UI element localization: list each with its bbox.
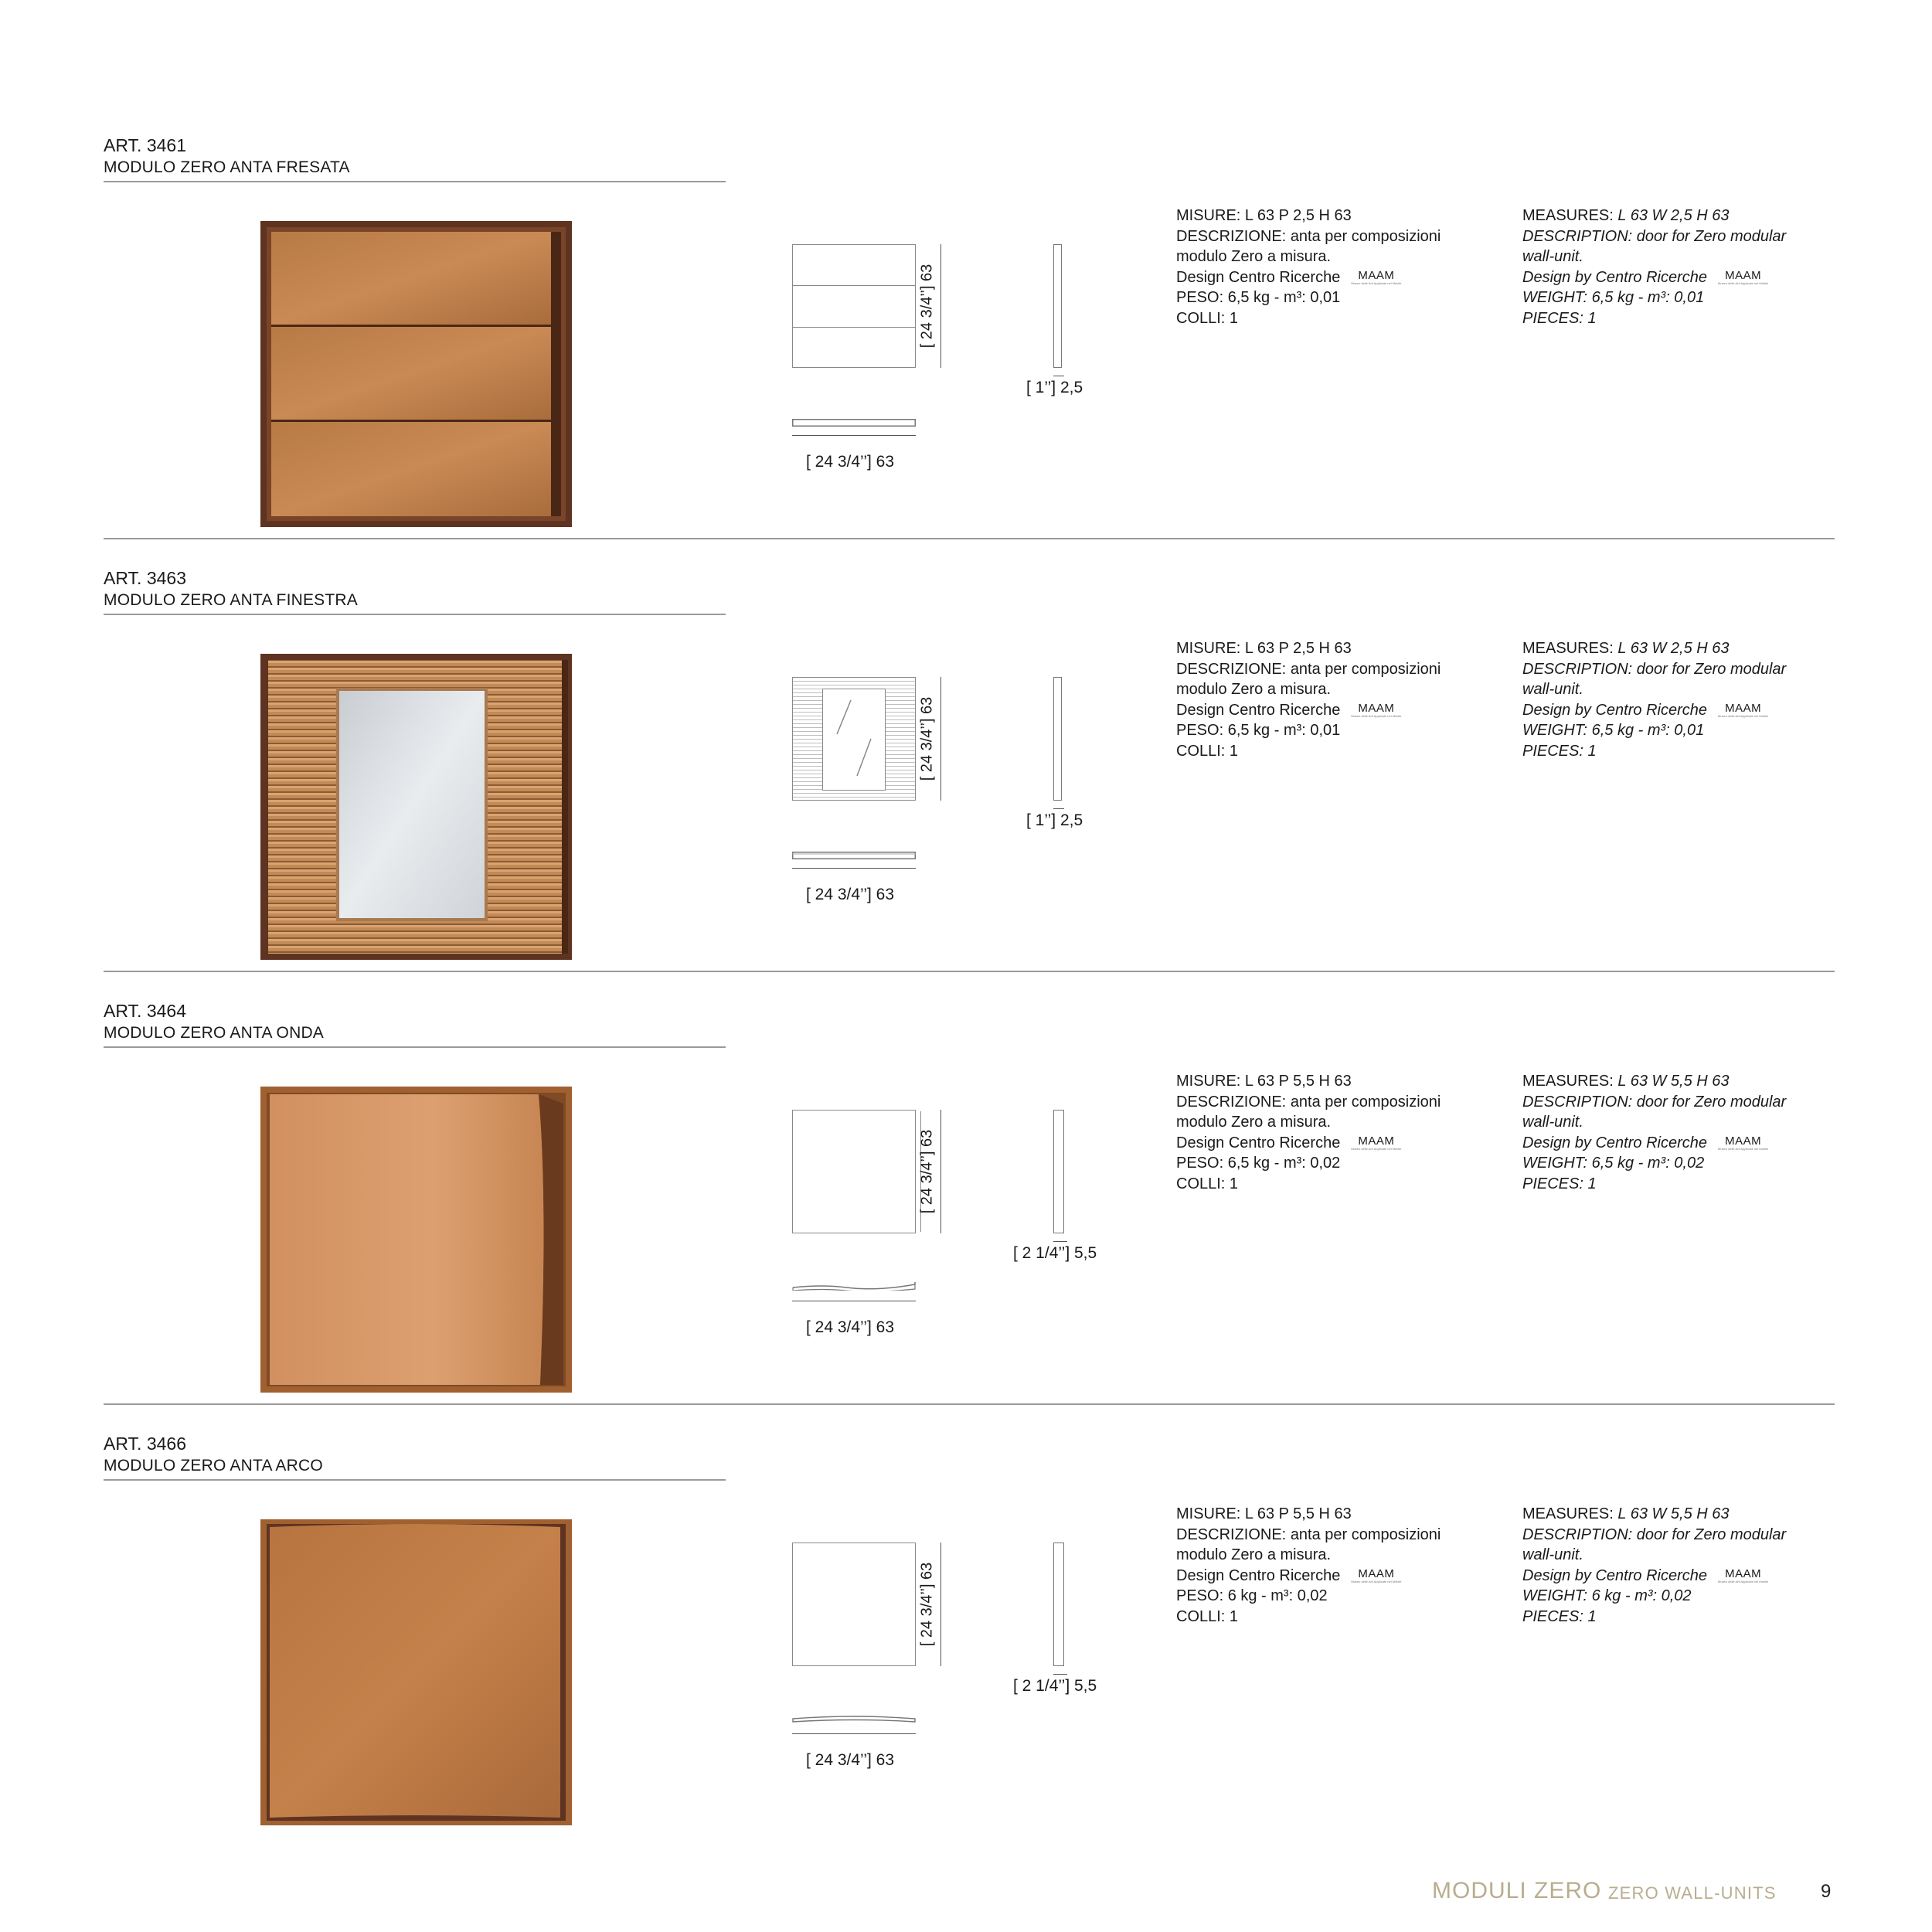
article-name: MODULO ZERO ANTA FRESATA xyxy=(104,158,350,176)
width-dimension: [ 24 3/4’’] 63 xyxy=(806,1318,895,1336)
front-view-drawing xyxy=(792,1110,916,1233)
description-line1: DESCRIPTION: door for Zero modular xyxy=(1522,227,1787,245)
pieces: PIECES: 1 xyxy=(1522,309,1597,327)
depth-dimension-line xyxy=(1053,1241,1067,1242)
descr-label: DESCRIZIONE: xyxy=(1176,1526,1287,1543)
design-credit: Design by Centro Ricerche xyxy=(1522,1566,1707,1584)
width-dimension: [ 24 3/4’’] 63 xyxy=(806,453,895,471)
pieces: PIECES: 1 xyxy=(1522,742,1597,760)
front-view-drawing xyxy=(792,677,916,801)
footer-title: MODULI ZERO xyxy=(1432,1878,1602,1903)
misure-value: L 63 P 2,5 H 63 xyxy=(1244,207,1352,224)
description-line2: wall-unit. xyxy=(1522,681,1583,698)
colli: COLLI: 1 xyxy=(1176,1175,1239,1192)
width-dimension: [ 24 3/4’’] 63 xyxy=(806,1751,895,1769)
descr-line1: anta per composizioni xyxy=(1290,1526,1441,1543)
descr-line2: modulo Zero a misura. xyxy=(1176,1114,1332,1131)
article-name: MODULO ZERO ANTA ONDA xyxy=(104,1024,325,1042)
title-rule xyxy=(104,1479,726,1481)
plan-view-drawing xyxy=(792,852,916,859)
maam-logo: MAAM Museo delle Arti Applicate nel Mobile xyxy=(1718,1134,1769,1151)
misure-value: L 63 P 5,5 H 63 xyxy=(1244,1073,1352,1090)
descr-line2: modulo Zero a misura. xyxy=(1176,248,1332,265)
peso: PESO: 6,5 kg - m³: 0,01 xyxy=(1176,722,1341,739)
design-credit: Design Centro Ricerche xyxy=(1176,701,1341,719)
measures-value: L 63 W 2,5 H 63 xyxy=(1617,207,1730,224)
design-credit: Design Centro Ricerche xyxy=(1176,1134,1341,1151)
description-line2: wall-unit. xyxy=(1522,1114,1583,1131)
misure-value: L 63 P 5,5 H 63 xyxy=(1244,1505,1352,1522)
maam-logo: MAAM Museo delle Arti Applicate nel Mobile xyxy=(1351,1566,1402,1583)
height-dimension-line xyxy=(940,1543,941,1666)
depth-dimension: [ 2 1/4’’] 5,5 xyxy=(1013,1677,1097,1695)
article-name: MODULO ZERO ANTA ARCO xyxy=(104,1457,323,1475)
design-credit: Design by Centro Ricerche xyxy=(1522,1134,1707,1151)
section-divider xyxy=(104,971,1835,972)
info-italian xyxy=(1176,1071,1501,1194)
depth-dimension: [ 1’’] 2,5 xyxy=(1026,811,1083,829)
descr-line2: modulo Zero a misura. xyxy=(1176,681,1332,698)
depth-dimension: [ 1’’] 2,5 xyxy=(1026,379,1083,396)
measures-value: L 63 W 5,5 H 63 xyxy=(1617,1505,1730,1522)
article-number: ART. 3464 xyxy=(104,1001,186,1021)
info-english xyxy=(1522,1504,1847,1627)
plan-view-drawing xyxy=(792,1713,916,1723)
descr-label: DESCRIZIONE: xyxy=(1176,227,1287,245)
measures-label: MEASURES: xyxy=(1522,1505,1614,1522)
colli: COLLI: 1 xyxy=(1176,1607,1239,1625)
front-view-drawing xyxy=(792,1543,916,1666)
design-credit: Design Centro Ricerche xyxy=(1176,1566,1341,1584)
pieces: PIECES: 1 xyxy=(1522,1607,1597,1625)
measures-label: MEASURES: xyxy=(1522,207,1614,224)
misure-value: L 63 P 2,5 H 63 xyxy=(1244,640,1352,657)
side-view-drawing xyxy=(1053,1110,1064,1233)
maam-logo: MAAM Museo delle Arti Applicate nel Mobile xyxy=(1718,1566,1769,1583)
info-italian xyxy=(1176,1504,1501,1627)
description-line1: DESCRIPTION: door for Zero modular xyxy=(1522,1526,1787,1543)
article-name: MODULO ZERO ANTA FINESTRA xyxy=(104,591,358,609)
weight: WEIGHT: 6,5 kg - m³: 0,01 xyxy=(1522,722,1705,739)
misure-label: MISURE: xyxy=(1176,640,1241,657)
measures-label: MEASURES: xyxy=(1522,640,1614,657)
product-section-3463 xyxy=(0,553,1932,986)
info-english xyxy=(1522,206,1847,328)
width-dimension: [ 24 3/4’’] 63 xyxy=(806,886,895,903)
product-section-3461 xyxy=(0,121,1932,553)
description-line1: DESCRIPTION: door for Zero modular xyxy=(1522,660,1787,678)
title-rule xyxy=(104,181,726,182)
article-number: ART. 3463 xyxy=(104,568,186,588)
height-dimension-line xyxy=(940,244,941,368)
product-photo-arco xyxy=(260,1519,572,1825)
page-number: 9 xyxy=(1821,1881,1832,1902)
footer-subtitle: ZERO WALL-UNITS xyxy=(1608,1883,1777,1903)
side-view-drawing xyxy=(1053,677,1062,801)
weight: WEIGHT: 6 kg - m³: 0,02 xyxy=(1522,1587,1692,1604)
article-number: ART. 3466 xyxy=(104,1434,186,1454)
descr-line1: anta per composizioni xyxy=(1290,660,1441,678)
peso: PESO: 6,5 kg - m³: 0,02 xyxy=(1176,1155,1341,1172)
colli: COLLI: 1 xyxy=(1176,742,1239,760)
product-section-3466 xyxy=(0,1419,1932,1852)
height-dimension: [ 24 3/4’’] 63 xyxy=(918,264,936,349)
width-dimension-line xyxy=(792,435,916,436)
weight: WEIGHT: 6,5 kg - m³: 0,02 xyxy=(1522,1155,1705,1172)
maam-logo: MAAM Museo delle Arti Applicate nel Mobile xyxy=(1351,268,1402,285)
side-view-drawing xyxy=(1053,1543,1064,1666)
width-dimension-line xyxy=(792,1733,916,1734)
plan-view-drawing xyxy=(792,419,916,427)
plan-view-drawing xyxy=(792,1280,916,1291)
section-divider xyxy=(104,1403,1835,1405)
misure-label: MISURE: xyxy=(1176,1505,1241,1522)
misure-label: MISURE: xyxy=(1176,1073,1241,1090)
pieces: PIECES: 1 xyxy=(1522,1175,1597,1192)
info-english xyxy=(1522,638,1847,761)
descr-line2: modulo Zero a misura. xyxy=(1176,1546,1332,1563)
descr-line1: anta per composizioni xyxy=(1290,227,1441,245)
height-dimension: [ 24 3/4’’] 63 xyxy=(918,696,936,781)
measures-value: L 63 W 5,5 H 63 xyxy=(1617,1073,1730,1090)
height-dimension-line xyxy=(940,677,941,801)
product-photo-finestra xyxy=(260,654,572,960)
description-line2: wall-unit. xyxy=(1522,1546,1583,1563)
side-view-drawing xyxy=(1053,244,1062,368)
product-section-3464 xyxy=(0,986,1932,1419)
design-credit: Design Centro Ricerche xyxy=(1176,268,1341,286)
section-divider xyxy=(104,538,1835,539)
descr-label: DESCRIZIONE: xyxy=(1176,660,1287,678)
design-credit: Design by Centro Ricerche xyxy=(1522,701,1707,719)
measures-value: L 63 W 2,5 H 63 xyxy=(1617,640,1730,657)
info-english xyxy=(1522,1071,1847,1194)
height-dimension-line xyxy=(940,1110,941,1233)
peso: PESO: 6,5 kg - m³: 0,01 xyxy=(1176,289,1341,306)
maam-logo: MAAM Museo delle Arti Applicate nel Mobile xyxy=(1351,1134,1402,1151)
product-photo-fresata xyxy=(260,221,572,527)
title-rule xyxy=(104,1046,726,1048)
maam-logo: MAAM Museo delle Arti Applicate nel Mobile xyxy=(1351,701,1402,718)
peso: PESO: 6 kg - m³: 0,02 xyxy=(1176,1587,1328,1604)
descr-line1: anta per composizioni xyxy=(1290,1093,1441,1111)
article-number: ART. 3461 xyxy=(104,135,186,155)
depth-dimension-line xyxy=(1053,1674,1067,1675)
title-rule xyxy=(104,614,726,615)
description-line1: DESCRIPTION: door for Zero modular xyxy=(1522,1093,1787,1111)
height-dimension: [ 24 3/4’’] 63 xyxy=(918,1129,936,1214)
design-credit: Design by Centro Ricerche xyxy=(1522,268,1707,286)
info-italian xyxy=(1176,638,1501,761)
info-italian xyxy=(1176,206,1501,328)
description-line2: wall-unit. xyxy=(1522,248,1583,265)
product-photo-onda xyxy=(260,1087,572,1393)
misure-label: MISURE: xyxy=(1176,207,1241,224)
measures-label: MEASURES: xyxy=(1522,1073,1614,1090)
depth-dimension-line xyxy=(1053,808,1064,809)
descr-label: DESCRIZIONE: xyxy=(1176,1093,1287,1111)
maam-logo: MAAM Museo delle Arti Applicate nel Mobile xyxy=(1718,268,1769,285)
height-dimension: [ 24 3/4’’] 63 xyxy=(918,1562,936,1647)
weight: WEIGHT: 6,5 kg - m³: 0,01 xyxy=(1522,289,1705,306)
width-dimension-line xyxy=(792,868,916,869)
front-view-drawing xyxy=(792,244,916,368)
colli: COLLI: 1 xyxy=(1176,309,1239,327)
depth-dimension: [ 2 1/4’’] 5,5 xyxy=(1013,1244,1097,1262)
maam-logo: MAAM Museo delle Arti Applicate nel Mobile xyxy=(1718,701,1769,718)
